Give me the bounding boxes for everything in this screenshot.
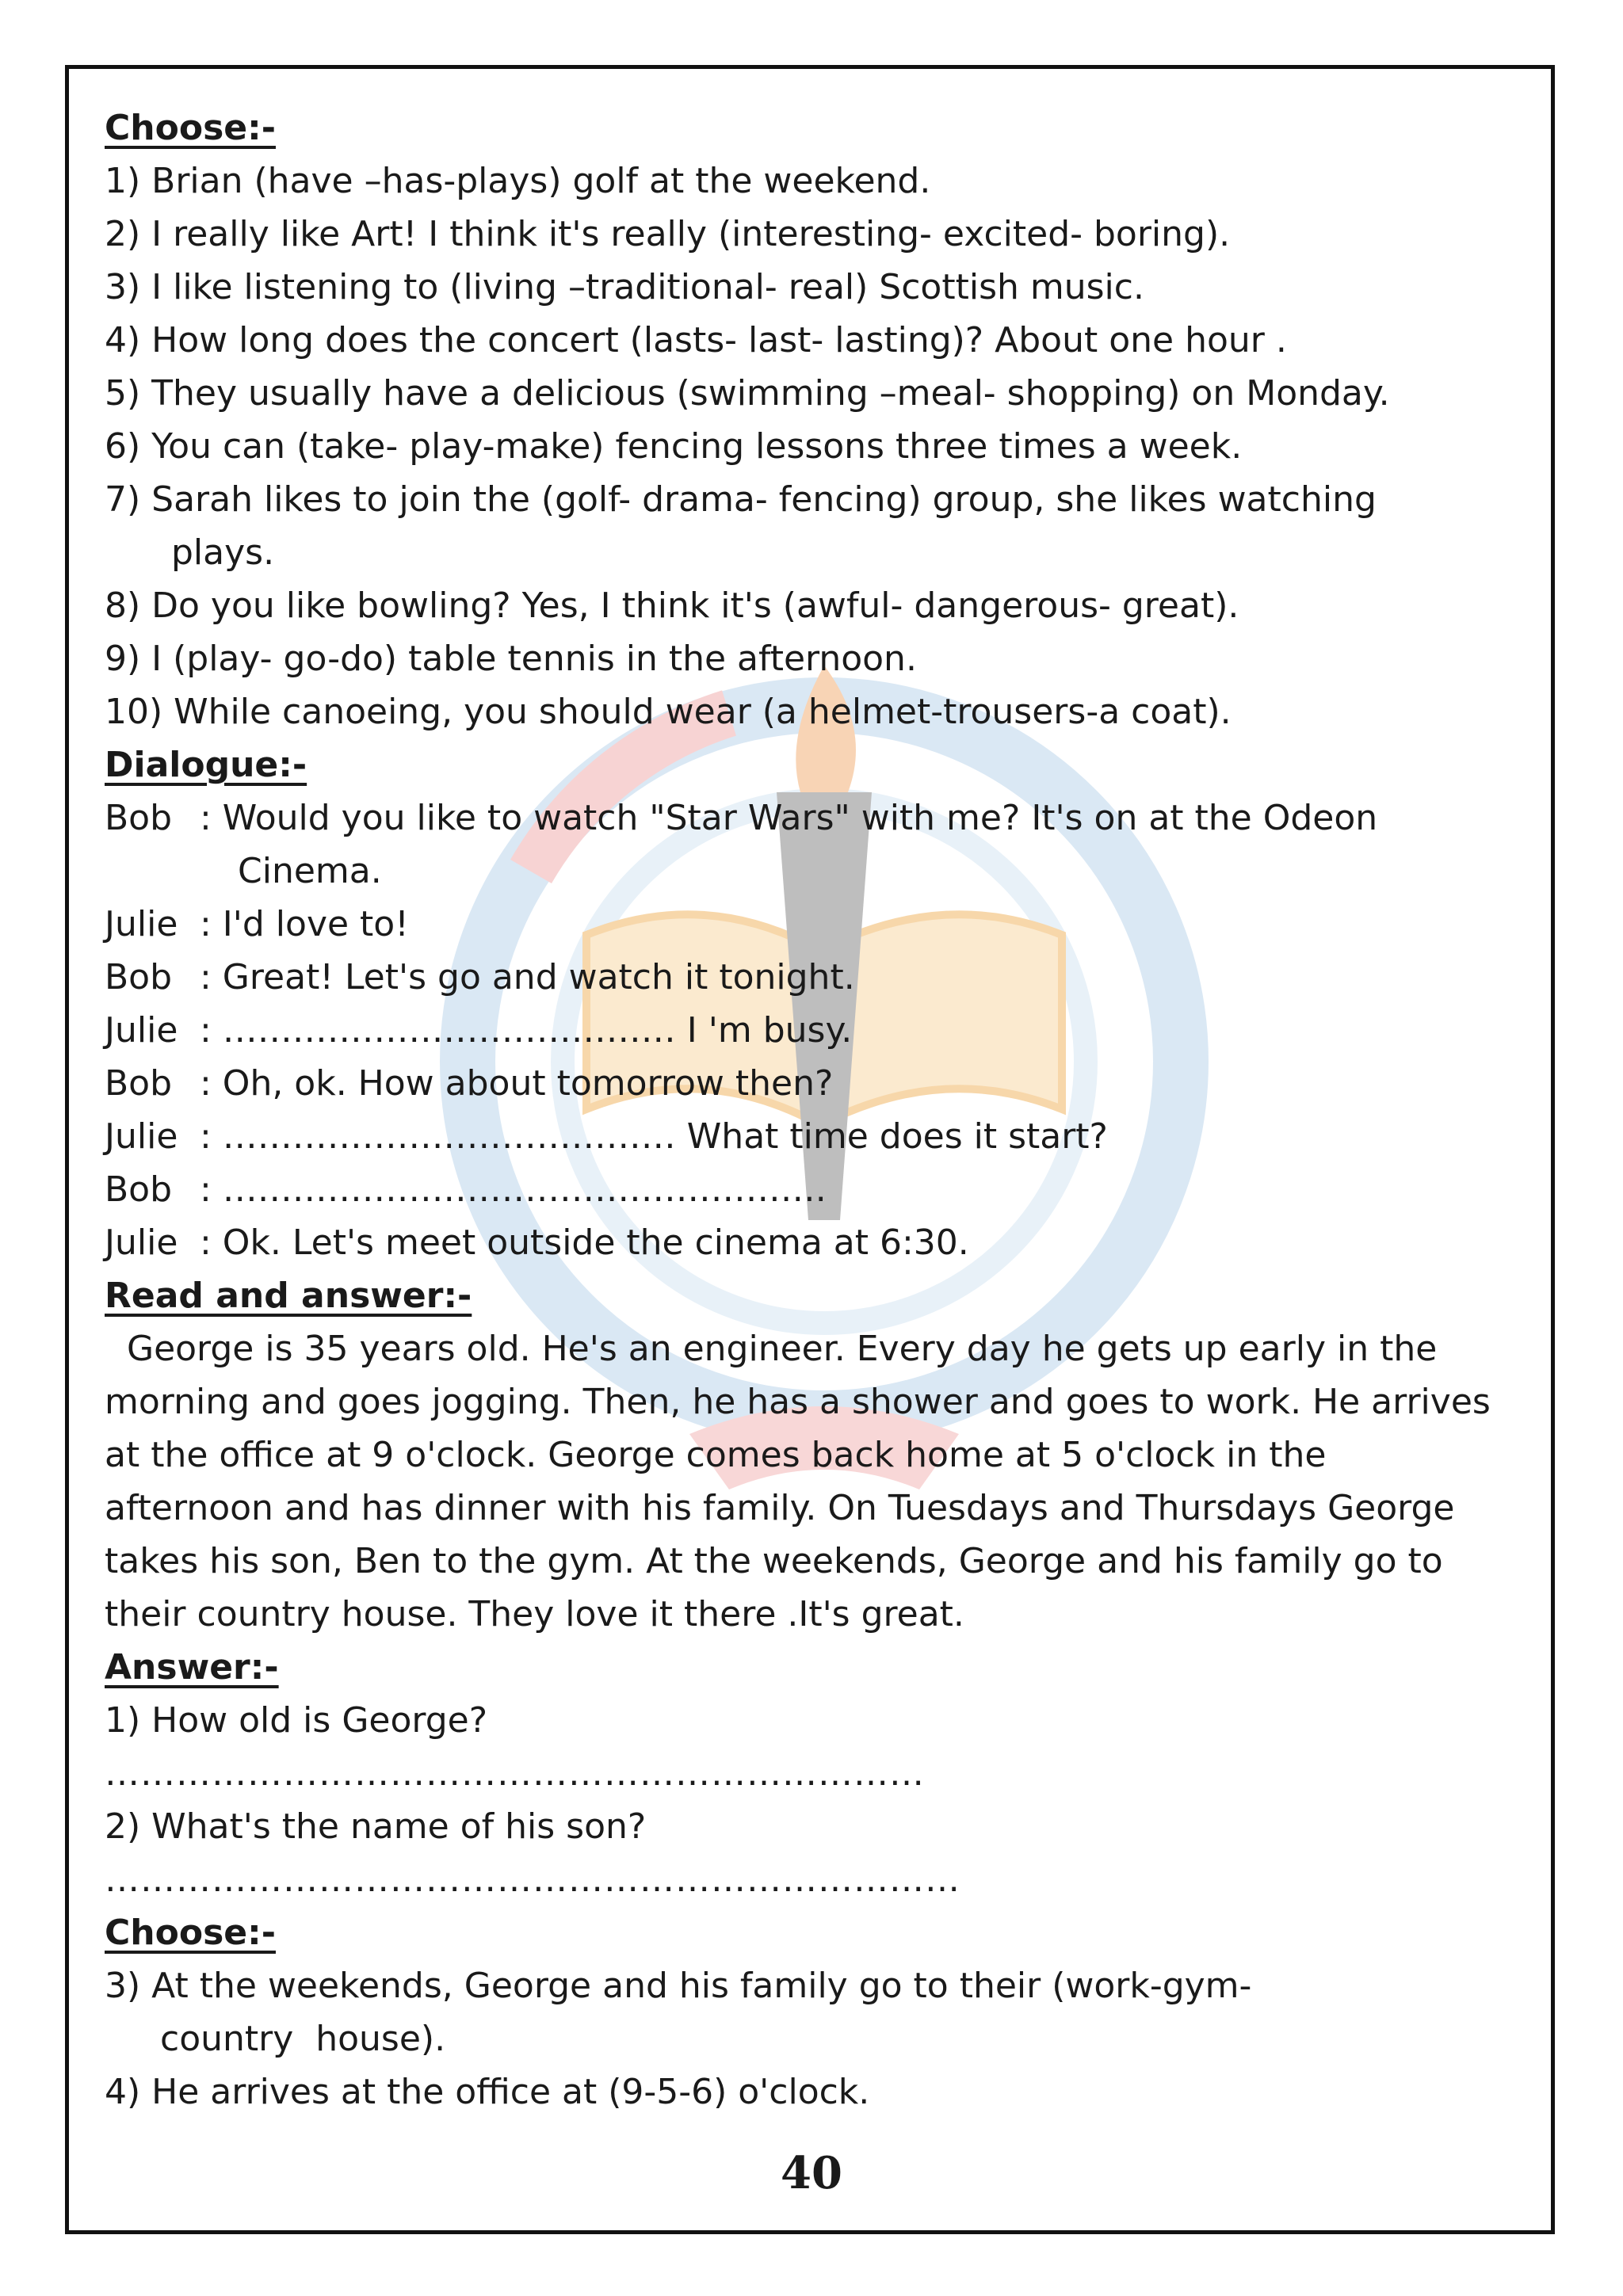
reading-line: takes his son, Ben to the gym. At the weekends, George and his family go to (105, 1541, 1443, 1581)
dialogue-text: : Would you like to watch "Star Wars" with me? It's on at the Odeon (200, 798, 1378, 838)
dialogue-text: : I'd love to! (200, 904, 409, 944)
dialogue-line (105, 951, 1515, 1004)
dialogue-line (105, 1163, 1515, 1216)
answer-blank-2[interactable]: ……………………………………………………………… (105, 1859, 960, 1900)
choose-item-2: 2) I really like Art! I think it's really (interesting- excited- boring). (105, 214, 1231, 254)
dialogue-speaker: Bob (105, 798, 173, 838)
choose-item-9: 9) I (play- go-do) table tennis in the afternoon. (105, 639, 917, 679)
dialogue-line (105, 1057, 1515, 1110)
choose-heading-1: Choose:- (105, 108, 276, 148)
dialogue-line (105, 1110, 1515, 1163)
choose-item-3: 3) I like listening to (living –traditional- real) Scottish music. (105, 267, 1144, 307)
dialogue-speaker: Julie (105, 904, 178, 944)
dialogue-line (105, 791, 1515, 845)
dialogue-text: : Great! Let's go and watch it tonight. (200, 957, 855, 997)
reading-line: at the office at 9 o'clock. George comes back home at 5 o'clock in the (105, 1435, 1327, 1475)
dialogue-text: : ………………………………… What time does it start? (200, 1116, 1108, 1157)
choose-item-4: 4) How long does the concert (lasts- last- lasting)? About one hour . (105, 320, 1287, 360)
dialogue-line (105, 1004, 1515, 1057)
dialogue-line (105, 898, 1515, 951)
dialogue-text: : Ok. Let's meet outside the cinema at 6:30. (200, 1222, 969, 1263)
dialogue-speaker: Julie (105, 1222, 178, 1263)
dialogue-speaker: Bob (105, 1169, 173, 1210)
reading-line: their country house. They love it there .It's great. (105, 1594, 964, 1634)
choose-item-1: 1) Brian (have –has-plays) golf at the weekend. (105, 161, 931, 201)
dialogue-heading: Dialogue:- (105, 745, 307, 785)
question-3: 3) At the weekends, George and his family go to their (work-gym- (105, 1966, 1252, 2006)
choose-heading-2: Choose:- (105, 1913, 276, 1953)
dialogue-text: : ………………………………… I 'm busy. (200, 1010, 853, 1051)
answer-heading: Answer:- (105, 1647, 279, 1688)
question-4: 4) He arrives at the office at (9-5-6) o'clock. (105, 2072, 870, 2112)
page-number: 40 (781, 2147, 842, 2199)
dialogue-text: : ……………………………………………. (200, 1169, 827, 1210)
dialogue-speaker: Bob (105, 957, 173, 997)
question-1: 1) How old is George? (105, 1700, 488, 1741)
dialogue-speaker: Bob (105, 1063, 173, 1104)
choose-item-7: 7) Sarah likes to join the (golf- drama- fencing) group, she likes watching (105, 479, 1377, 520)
dialogue-text: : Oh, ok. How about tomorrow then? (200, 1063, 834, 1104)
question-3-cont: country house). (160, 2019, 446, 2059)
choose-item-7-cont: plays. (171, 532, 275, 573)
choose-item-6: 6) You can (take- play-make) fencing lessons three times a week. (105, 426, 1243, 467)
read-answer-heading: Read and answer:- (105, 1276, 472, 1316)
reading-line: George is 35 years old. He's an engineer. Every day he gets up early in the (105, 1329, 1438, 1369)
reading-line: afternoon and has dinner with his family. On Tuesdays and Thursdays George (105, 1488, 1455, 1528)
dialogue-text-cont: Cinema. (238, 851, 382, 891)
choose-item-5: 5) They usually have a delicious (swimming –meal- shopping) on Monday. (105, 373, 1390, 414)
answer-blank-1[interactable]: …………………………………………………………… (105, 1753, 925, 1794)
dialogue-speaker: Julie (105, 1010, 178, 1051)
choose-item-10: 10) While canoeing, you should wear (a helmet-trousers-a coat). (105, 692, 1232, 732)
dialogue-line (105, 1216, 1515, 1269)
worksheet-content (105, 101, 1515, 2119)
question-2: 2) What's the name of his son? (105, 1806, 647, 1847)
choose-item-8: 8) Do you like bowling? Yes, I think it's (awful- dangerous- great). (105, 585, 1239, 626)
reading-line: morning and goes jogging. Then, he has a shower and goes to work. He arrives (105, 1382, 1491, 1422)
dialogue-speaker: Julie (105, 1116, 178, 1157)
